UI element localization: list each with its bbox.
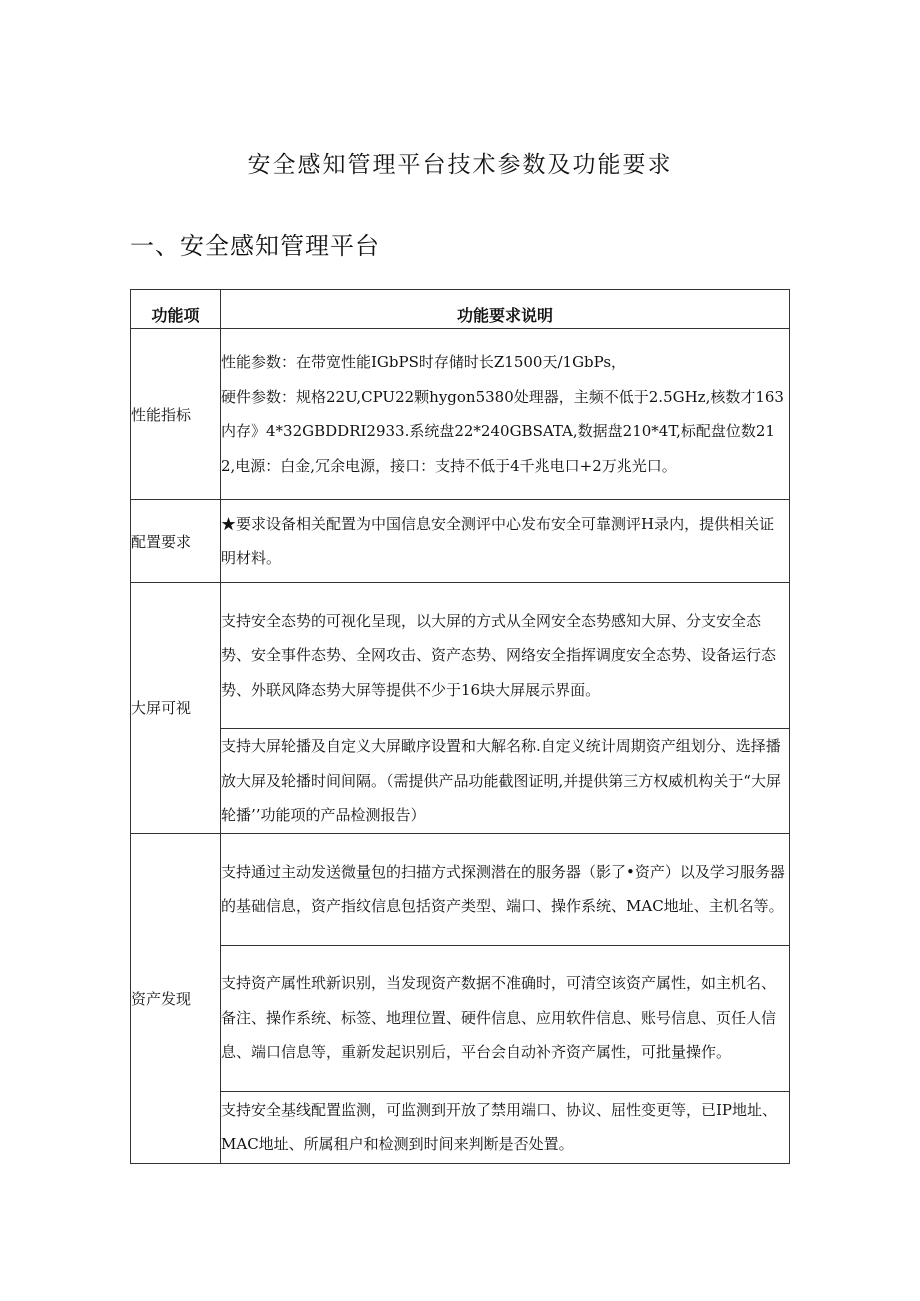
table-row: [131, 729, 790, 834]
table-row: [131, 500, 790, 583]
table-row: [131, 583, 790, 729]
requirement-cell: 支持安全基线配置监测，可监测到开放了禁用端口、协议、屈性变更等，已IP地址、MAC地址、所属租户和检测到时间来判断是否处置。: [221, 1091, 790, 1163]
section-heading: 一、安全感知管理平台: [130, 232, 380, 260]
requirement-cell: [221, 329, 790, 500]
requirement-cell: ★要求设备相关配置为中国信息安全测评中心发布安全可靠测评H录内，提供相关证明材料。: [221, 500, 790, 583]
requirement-cell: 支持安全态势的可视化呈现，以大屏的方式从全网安全态势感知大屏、分支安全态势、安全事件态势、全网攻击、资产态势、网络安全指挥调度安全态势、设备运行态势、外联风降态势大屏等提供不少于16块大屏展示界面。: [221, 583, 790, 729]
requirement-cell: 支持通过主动发送微量包的扫描方式探测潜在的服务器（影了•资产）以及学习服务器的基础信息，资产指纹信息包括资产类型、端口、操作系统、MAC地址、主机名等。: [221, 833, 790, 945]
feature-item-cell: 性能指标: [131, 329, 221, 500]
table-row: [131, 1091, 790, 1163]
feature-item-cell: 大屏可视: [131, 583, 221, 834]
document-title: 安全感知管理平台技术参数及功能要求: [247, 152, 673, 178]
table-header-row: [131, 290, 790, 329]
header-requirement-description: 功能要求说明: [221, 290, 790, 329]
spec-table: [130, 289, 790, 1164]
table-row: [131, 329, 790, 500]
feature-item-cell: 配置要求: [131, 500, 221, 583]
requirement-text: 性能参数：在带宽性能IGbPS时存储时长Z1500天/1GbPs， 硬件参数：规格22U,CPU22颗hygon5380处理器，主频不低于2.5GHz,核数才163内存》4*32GBDDRI2933.系统盘22*240GBSATA,数据盘210*4T,标配盘位数212,电源：白金,冗余电源，接口：支持不低于4千兆电口+2万兆光口。: [221, 353, 784, 475]
requirement-cell: 支持大屏轮播及自定义大屏瞰序设置和大解名称.自定义统计周期资产组划分、选择播放大屏及轮播时间间隔。（需提供产品功能截图证明,并提供第三方权威机构关于“大屏轮播’’功能项的产品检测报告）: [221, 729, 790, 834]
table-row: [131, 833, 790, 945]
requirement-cell: 支持资产属性玳新识别，当发现资产数据不准确时，可清空该资产属性，如主机名、备注、操作系统、标签、地理位置、硬件信息、应用软件信息、账号信息、页任人信息、端口信息等，重新发起识别后，平台会自动补齐资产属性，可批量操作。: [221, 945, 790, 1091]
table-row: [131, 945, 790, 1091]
header-feature-item: 功能项: [131, 290, 221, 329]
feature-item-cell: 资产发现: [131, 833, 221, 1163]
